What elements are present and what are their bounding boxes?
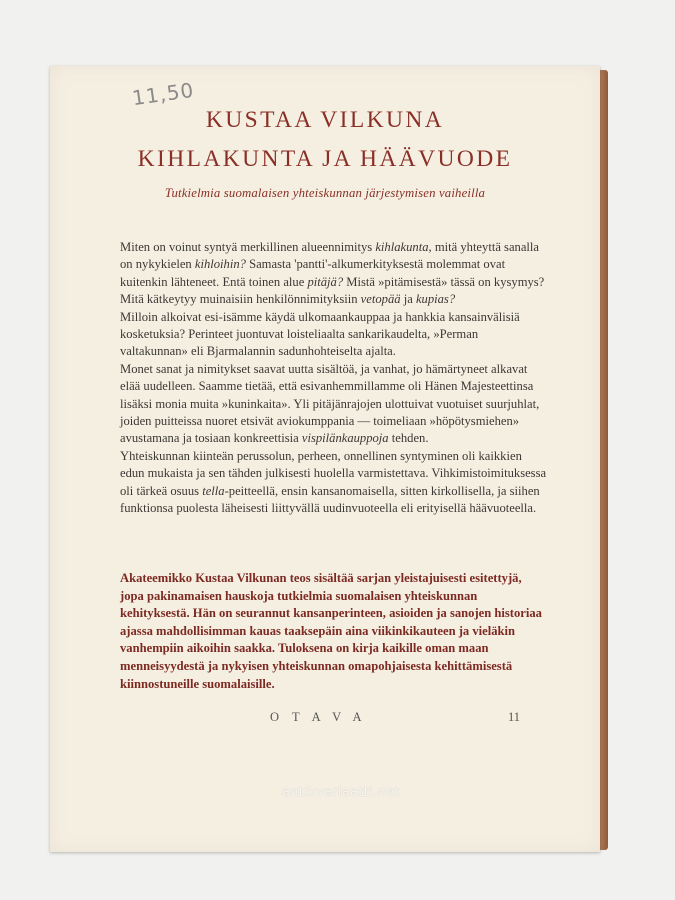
author-name: KUSTAA VILKUNA <box>205 107 445 133</box>
book-subtitle: Tutkielmia suomalaisen yhteiskunnan järjestymisen vaiheilla <box>164 186 486 200</box>
paragraph-4: Yhteiskunnan kiinteän perussolun, perheen, onnellinen syntyminen oli kaikkien edun mukaista ja sen tähden julkisesti huolella varmistettava. Vihkimistoimituksessa oli tärkeä osuus tella-peitteellä, ensin kansanomaisella, sitten kirkollisella, ja siihen funktionsa puolesta läheisesti liittyvällä uudinvuoteella eli erityisellä häävuoteella. <box>120 448 547 516</box>
paragraph-3: Monet sanat ja nimitykset saavat uutta sisältöä, ja vanhat, jo hämärtyneet alkavat elää uudelleen. Saamme tietää, että esivanhemmillamme oli Hänen Majesteettinsa lisäksi monia muita »kuninkaita». Yli pitäjänrajojen ulottuivat vuotuiset suurjuhlat, joiden puitteissa nuoret etsivät aviokumppania — toimeliaan »höpötysmiehen» avustamana ja tosiaan konkreettisia vispilänkauppoja tehden. <box>120 361 540 446</box>
watermark-text: antikvariaatti.net <box>282 785 400 800</box>
book-back-cover <box>50 66 600 852</box>
book-title: KIHLAKUNTA JA HÄÄVUODE <box>137 146 513 172</box>
publisher-name: OTAVA <box>270 710 375 724</box>
description-text <box>120 239 547 518</box>
blurb-text: Akateemikko Kustaa Vilkunan teos sisältää sarjan yleistajuisesti esitettyjä, jopa pakinamaisen hauskoja tutkielmia suomalaisen yhteiskunnan kehityksestä. Hän on seurannut kansanperinteen, asioiden ja sanojen historiaa ajassa mahdollisimman kauas taaksepäin aina viikinkikauteen ja vieläkin vanhempiin aikoihin saakka. Tuloksena on kirja kaikille oman maan menneisyydestä ja nykyisen yhteiskunnan omapohjaisesta kehittämisestä kiinnostuneille suomalaisille. <box>120 571 542 691</box>
paragraph-2: Milloin alkoivat esi-isämme käydä ulkomaankauppaa ja hankkia kansainvälisiä kosketuksia? Perinteet juontuvat loisteliaalta sankarikaudelta, »Perman valtakunnan» eli Bjarmalannin sadunhohteiselta ajalta. <box>120 309 520 359</box>
price-pencil-note: 11,50 <box>130 77 196 111</box>
publisher-code: 11 <box>508 710 521 724</box>
paragraph-1: Miten on voinut syntyä merkillinen alueennimitys kihlakunta, mitä yhteyttä sanalla on nykykielen kihloihin? Samasta 'pantti'-alkumerkityksestä molemmat ovat kuitenkin lähteneet. Entä toinen alue pitäjä? Mistä »pitämisestä» tässä on kysymys? Mitä kätkeytyy muinaisiin henkilönnimityksiin vetopää ja kupias? <box>120 240 545 307</box>
